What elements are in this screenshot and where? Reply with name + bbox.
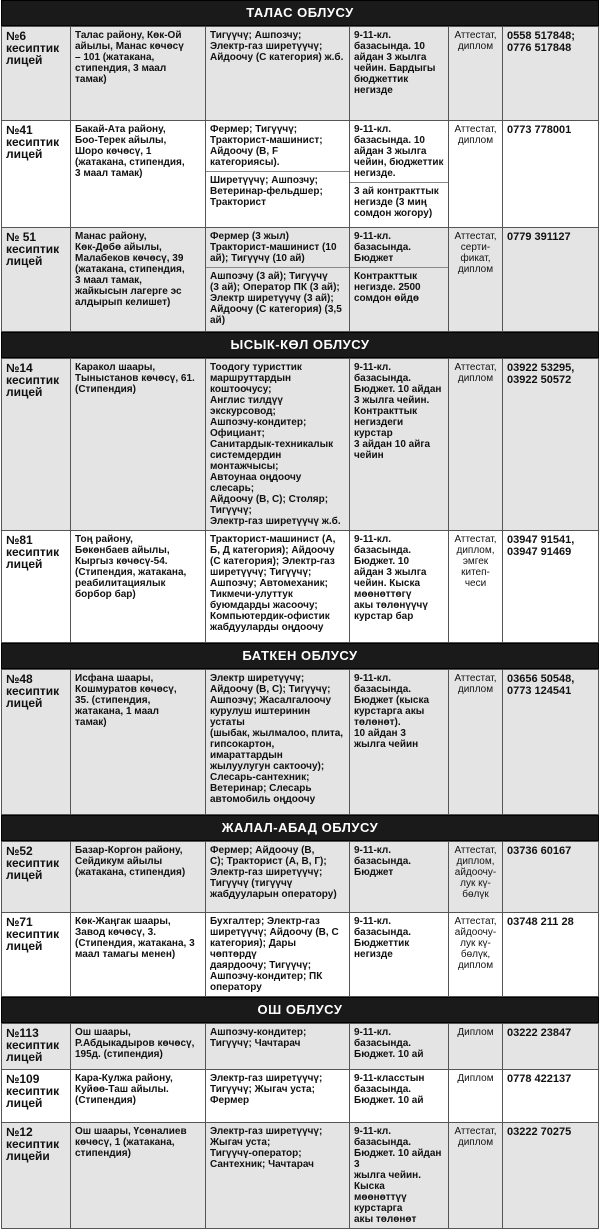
lyceum-name: №12 кесиптик лицейи	[2, 1123, 71, 1229]
table-row	[2, 670, 599, 815]
specialty-list: Электр-газ ширетүүчү; Тигүүчү; Жыгач уста; Фермер	[210, 1073, 323, 1106]
issued-document: Аттестат, диплом	[449, 359, 503, 531]
specialties-cell	[206, 1123, 350, 1229]
lyceum-address: Манас району, Көк-Дөбө айылы, Малабеков көчөсү, 39 (жатакана, стипендия, 3 маал тамак, жайкысын лагерге эс алдырып келишет)	[71, 228, 206, 332]
study-terms: 9-11-класстын базасында. Бюджет. 10 ай	[354, 1073, 425, 1106]
issued-document: Аттестат, диплом	[449, 1123, 503, 1229]
phone-number: 03222 23847	[503, 1024, 599, 1070]
specialties-cell	[206, 531, 350, 643]
phone-number: 0778 422137	[503, 1070, 599, 1123]
terms-cell	[350, 359, 449, 531]
table-row	[2, 1070, 599, 1123]
specialty-list: Ашпозчу-кондитер; Тигүүчү; Чачтарач	[210, 1027, 307, 1049]
terms-cell	[350, 121, 449, 228]
lyceum-name: №6 кесиптик лицей	[2, 27, 71, 121]
lyceum-address: Исфана шаары, Кошмуратов көчөсү, 35. (стипендия, жатакана, 1 маал тамак)	[71, 670, 206, 815]
specialty-list: Тоодогу туристтик маршруттардын коштоочусу; Англис тилдүү экскурсовод; Ашпозчу-кондитер; Официант; Санитардык-техникалык системдердин монтажчысы; Автоунаа оңдоочу слесарь; Айдоочу (В, С); Столяр; Тигүүчү; Электр-газ ширетүүчү ж.б.	[210, 362, 341, 527]
table-row	[2, 121, 599, 228]
table-row	[2, 228, 599, 332]
phone-number: 0773 778001	[503, 121, 599, 228]
study-terms: 9-11-кл. базасында. Бюджет. 10 айдан 3 жылга чейин. Кыска мөөнөттөгү акы төлөнүүчү курстар бар	[354, 534, 428, 622]
specialties-cell	[206, 842, 350, 913]
specialty-list: Фермер; Тигүүчү; Тракторист-машинист; Айдоочу (В, F категориясы).	[210, 124, 323, 168]
phone-number: 0779 391127	[503, 228, 599, 332]
lyceum-address: Тоң району, Бөкөнбаев айылы, Кыргыз көчөсү-54. (Стипендия, жатакана, реабилитациялык борбор бар)	[71, 531, 206, 643]
issued-document: Аттестат, серти- фикат, диплом	[449, 228, 503, 332]
terms-cell	[350, 1024, 449, 1070]
lyceum-table	[1, 841, 599, 997]
lyceum-address: Бакай-Ата району, Боо-Терек айылы, Шоро көчөсү, 1 (жатакана, стипендия, 3 маал тамак)	[71, 121, 206, 228]
table-row	[2, 359, 599, 531]
lyceum-name: №14 кесиптик лицей	[2, 359, 71, 531]
specialty-list: Ашпозчу (3 ай); Тигүүчү (3 ай); Оператор ПК (3 ай); Электр ширетүүчү (3 ай); Айдоочу (С категория) (3,5 ай)	[206, 267, 349, 329]
study-terms: 9-11-кл. базасында. Бюджет (кыска курстарга акы төлөнөт). 10 айдан 3 жылга чейин	[354, 673, 430, 750]
table-row	[2, 1024, 599, 1070]
specialties-cell	[206, 359, 350, 531]
lyceum-name: №71 кесиптик лицей	[2, 913, 71, 997]
region-header: ОШ ОБЛУСУ	[1, 997, 599, 1023]
table-row	[2, 27, 599, 121]
specialty-list: Фермер; Айдоочу (В, С); Тракторист (А, В, Г); Электр-газ ширетүүчү; Тигүүчү (тигүүчү жабдууларын оператору)	[210, 845, 337, 900]
lyceum-address: Ош шаары, Р.Абдыкадыров көчөсү, 195д. (стипендия)	[71, 1024, 206, 1070]
phone-number: 0558 517848; 0776 517848	[503, 27, 599, 121]
specialties-cell	[206, 913, 350, 997]
study-terms: 9-11-кл. базасында. Бюджет. 10 айдан 3 жылга чейин. Контракттык негиздеги курстар 3 айдан 10 айга чейин	[354, 362, 442, 461]
specialty-list: Тракторист-машинист (А, Б, Д категория); Айдоочу (С категория); Электр-газ ширетүүчү; Тигүүчү; Ашпозчу; Автомеханик; Тикмечи-улуттук буюмдарды жасоочу; Компьютердик-офистик жабдууларды оңдоочу	[210, 534, 336, 633]
terms-cell	[350, 228, 449, 332]
issued-document: Аттестат, диплом, айдоочу- лук кү- бөлүк	[449, 842, 503, 913]
study-terms: 9-11-кл. базасында. Бюджет	[354, 231, 412, 264]
study-terms: 9-11-кл. базасында. 10 айдан 3 жылга чейин, бюджеттик негизде.	[354, 124, 444, 179]
region-header: ЫСЫК-КӨЛ ОБЛУСУ	[1, 332, 599, 358]
study-terms: 9-11-кл. базасында. Бюджеттик негизде	[354, 916, 412, 960]
terms-cell	[350, 1123, 449, 1229]
terms-cell	[350, 27, 449, 121]
lyceum-address: Кара-Кулжа району, Куйөө-Таш айылы. (Стипендия)	[71, 1070, 206, 1123]
region-header: ТАЛАС ОБЛУСУ	[1, 0, 599, 26]
issued-document: Аттестат, диплом	[449, 670, 503, 815]
specialties-cell	[206, 1024, 350, 1070]
terms-cell	[350, 670, 449, 815]
specialty-list: Фермер (3 жыл) Тракторист-машинист (10 ай); Тигүүчү (10 ай)	[210, 231, 337, 264]
table-row	[2, 842, 599, 913]
study-terms: 9-11-кл. базасында. Бюджет. 10 ай	[354, 1027, 424, 1060]
specialties-cell	[206, 27, 350, 121]
lyceum-name: №109 кесиптик лицей	[2, 1070, 71, 1123]
lyceum-address: Каракол шаары, Тыныстанов көчөсү, 61. (Стипендия)	[71, 359, 206, 531]
terms-cell	[350, 842, 449, 913]
phone-number: 03656 50548, 0773 124541	[503, 670, 599, 815]
specialties-cell	[206, 670, 350, 815]
study-terms: 9-11-кл. базасында. 10 айдан 3 жылга чейин. Бардыгы бюджеттик негизде	[354, 30, 436, 96]
lyceum-address: Базар-Коргон району, Сейдикум айылы (жатакана, стипендия)	[71, 842, 206, 913]
table-row	[2, 531, 599, 643]
phone-number: 03748 211 28	[503, 913, 599, 997]
issued-document: Аттестат, диплом	[449, 27, 503, 121]
table-row	[2, 913, 599, 997]
lyceum-table	[1, 669, 599, 815]
study-terms: 9-11-кл. базасында. Бюджет. 10 айдан 3 жылга чейин. Кыска мөөнөттүү курстарга акы төлөнөт	[354, 1126, 442, 1225]
lyceum-address: Талас району, Көк-Ой айылы, Манас көчөсү – 101 (жатакана, стипендия, 3 маал тамак)	[71, 27, 206, 121]
specialty-list: Тигүүчү; Ашпозчу; Электр-газ ширетүүчү; Айдоочу (С категория) ж.б.	[210, 30, 344, 63]
lyceum-table	[1, 26, 599, 332]
specialties-cell	[206, 121, 350, 228]
lyceum-name: № 51 кесиптик лицей	[2, 228, 71, 332]
terms-cell	[350, 531, 449, 643]
lyceum-name: №81 кесиптик лицей	[2, 531, 71, 643]
issued-document: Аттестат, айдоочу- лук кү- бөлүк, диплом	[449, 913, 503, 997]
phone-number: 03222 70275	[503, 1123, 599, 1229]
terms-cell	[350, 913, 449, 997]
region-header: БАТКЕН ОБЛУСУ	[1, 643, 599, 669]
specialty-list: Ширетүүчү; Ашпозчу; Ветеринар-фельдшер; Тракторист	[206, 171, 349, 211]
lyceum-table	[1, 1023, 599, 1229]
table-row	[2, 1123, 599, 1229]
lyceum-name: №48 кесиптик лицей	[2, 670, 71, 815]
lyceum-address: Көк-Жаңгак шаары, Завод көчөсү, 3. (Стипендия, жатакана, 3 маал тамагы менен)	[71, 913, 206, 997]
specialty-list: Электр ширетүүчү; Айдоочу (В, С); Тигүүчү; Ашпозчу; Жасалгалоочу курулуш иштеринин устаты (шыбак, жылмалоо, плита, гипсокартон, имараттардын жылуулугун сактоочу); Слесарь-сантехник; Ветеринар; Слесарь автомобиль оңдоочу	[210, 673, 344, 805]
lyceum-name: №113 кесиптик лицей	[2, 1024, 71, 1070]
terms-cell	[350, 1070, 449, 1123]
study-terms: 3 ай контракттык негизде (3 миң сомдон жогору)	[350, 182, 448, 222]
specialties-cell	[206, 228, 350, 332]
specialty-list: Бухгалтер; Электр-газ ширетүүчү; Айдоочу (В, С категория); Дары чөптөрдү даярдоочу; Тигүүчү; Ашпозчу-кондитер; ПК оператору	[210, 916, 339, 993]
lyceum-address: Ош шаары, Үсөналиев көчөсү, 1 (жатакана, стипендия)	[71, 1123, 206, 1229]
specialty-list: Электр-газ ширетүүчү; Жыгач уста; Тигүүчү-оператор; Сантехник; Чачтарач	[210, 1126, 323, 1170]
issued-document: Аттестат, диплом	[449, 121, 503, 228]
lyceum-table	[1, 358, 599, 643]
phone-number: 03736 60167	[503, 842, 599, 913]
lyceum-listing	[1, 0, 599, 1229]
lyceum-name: №41 кесиптик лицей	[2, 121, 71, 228]
study-terms: Контракттык негизде. 2500 сомдон өйдө	[350, 267, 448, 307]
issued-document: Диплом	[449, 1024, 503, 1070]
issued-document: Диплом	[449, 1070, 503, 1123]
specialties-cell	[206, 1070, 350, 1123]
issued-document: Аттестат, диплом, эмгек китеп- чеси	[449, 531, 503, 643]
lyceum-name: №52 кесиптик лицей	[2, 842, 71, 913]
phone-number: 03922 53295, 03922 50572	[503, 359, 599, 531]
region-header: ЖАЛАЛ-АБАД ОБЛУСУ	[1, 815, 599, 841]
study-terms: 9-11-кл. базасында. Бюджет	[354, 845, 412, 878]
phone-number: 03947 91541, 03947 91469	[503, 531, 599, 643]
